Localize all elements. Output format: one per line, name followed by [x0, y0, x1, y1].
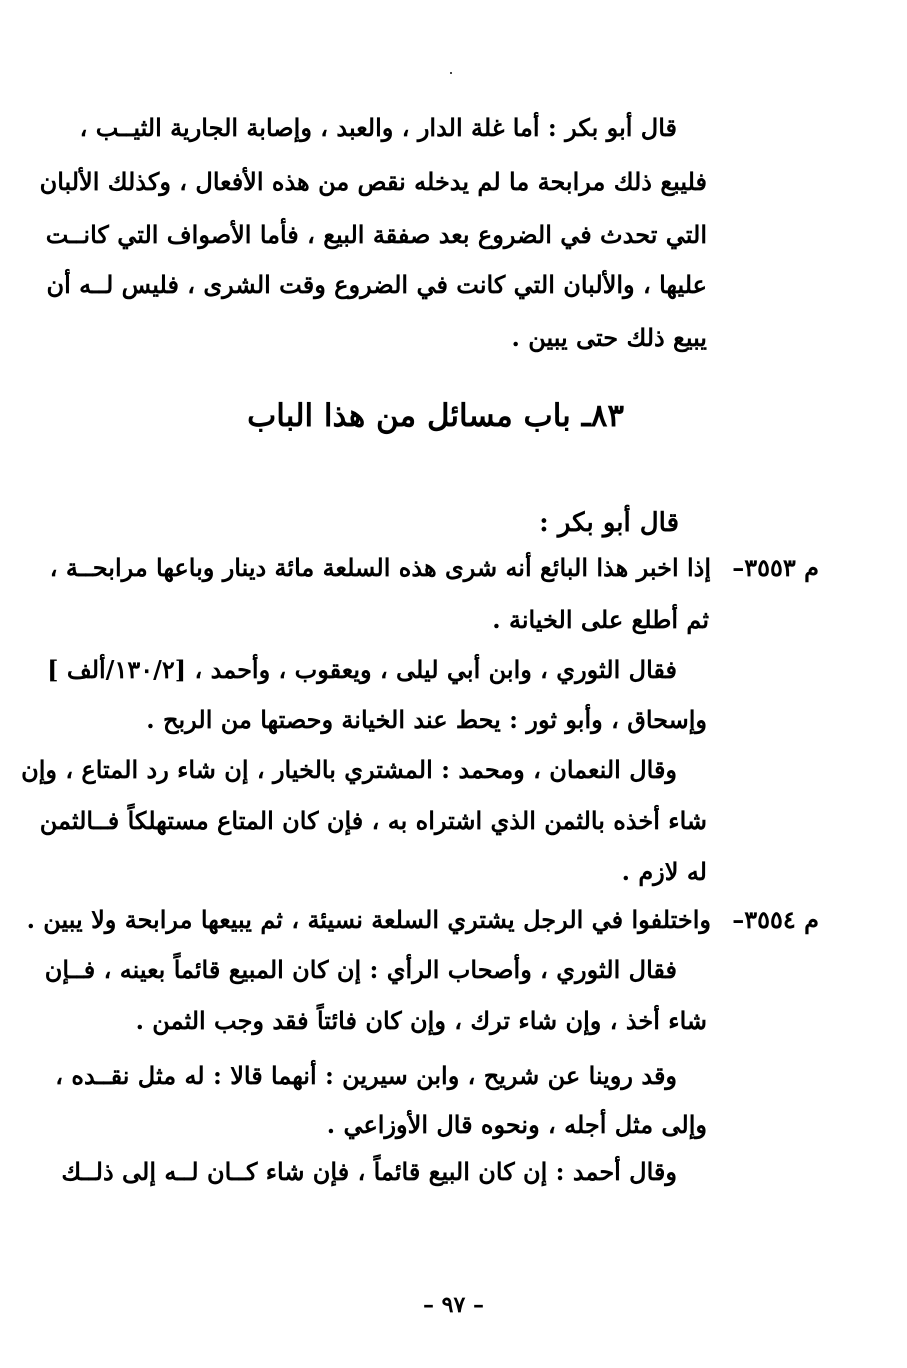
opinion-3554-line-1: فقال الثوري ، وأصحاب الرأي : إن كان المبيع قائماً بعينه ، فــإن	[44, 955, 677, 984]
issue-3553-line-1: إذا اخبر هذا البائع أنه شرى هذه السلعة مائة دينار وباعها مرابحــة ،	[49, 553, 711, 582]
opinion-3553-line-1: فقال الثوري ، وابن أبي ليلى ، ويعقوب ، وأحمد ، [١٣٠/٢/ألف ]	[47, 655, 677, 684]
section-lead: قال أبو بكر :	[539, 508, 679, 538]
chapter-heading: ٨٣ـ باب مسائل من هذا الباب	[247, 398, 624, 434]
opinion-3554-line-3: وقد روينا عن شريح ، وابن سيرين : أنهما قالا : له مثل نقــده ،	[55, 1061, 677, 1090]
intro-line-3: التي تحدث في الضروع بعد صفقة البيع ، فأما الأصواف التي كانــت	[45, 220, 707, 249]
intro-line-2: فليبع ذلك مرابحة ما لم يدخله نقص من هذه الأفعال ، وكذلك الألبان	[39, 167, 707, 196]
opinion-3554-line-4: وإلى مثل أجله ، ونحوه قال الأوزاعي .	[326, 1110, 707, 1139]
opinion-3554-line-2: شاء أخذ ، وإن شاء ترك ، وإن كان فائتاً فقد وجب الثمن .	[135, 1006, 707, 1035]
opinion-3553-line-2: وإسحاق ، وأبو ثور : يحط عند الخيانة وحصتها من الربح .	[146, 705, 707, 734]
intro-line-1: قال أبو بكر : أما غلة الدار ، والعبد ، وإصابة الجارية الثيــب ،	[79, 113, 677, 142]
issue-3554-number: م ٣٥٥٤–	[732, 905, 819, 934]
page-number: – ٩٧ –	[423, 1292, 484, 1318]
opinion-3553-line-4: شاء أخذه بالثمن الذي اشتراه به ، فإن كان المتاع مستهلكاً فــالثمن	[39, 806, 707, 835]
issue-3554-line-1: واختلفوا في الرجل يشتري السلعة نسيئة ، ثم يبيعها مرابحة ولا يبين .	[26, 905, 711, 934]
opinion-3553-line-5: له لازم .	[621, 857, 707, 886]
opinion-3553-line-3: وقال النعمان ، ومحمد : المشتري بالخيار ، إن شاء رد المتاع ، وإن	[21, 755, 677, 784]
scan-speck	[450, 72, 452, 74]
opinion-3554-line-5: وقال أحمد : إن كان البيع قائماً ، فإن شاء كــان لــه إلى ذلــك	[61, 1157, 677, 1186]
intro-line-5: يبيع ذلك حتى يبين .	[511, 323, 707, 352]
issue-3553-line-2: ثم أطلع على الخيانة .	[492, 605, 709, 634]
intro-line-4: عليها ، والألبان التي كانت في الضروع وقت الشرى ، فليس لــه أن	[46, 270, 707, 299]
issue-3553-number: م ٣٥٥٣–	[732, 553, 819, 582]
